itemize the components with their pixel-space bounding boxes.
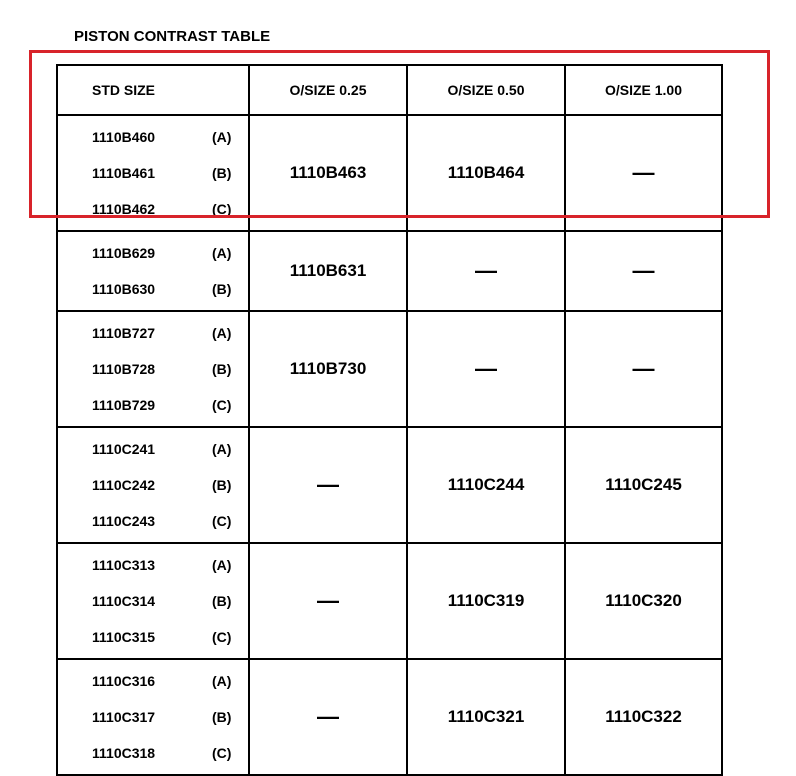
part-number: 1110C313 — [92, 557, 156, 573]
std-size-cell — [57, 231, 249, 311]
header-osize-100: O/SIZE 1.00 — [565, 65, 722, 115]
part-number: 1110C315 — [92, 629, 156, 645]
std-part-line — [58, 583, 248, 619]
grade-label: (B) — [212, 477, 232, 493]
osize-025-cell: — — [249, 659, 407, 775]
grade-label: (B) — [212, 709, 232, 725]
std-part-line — [58, 155, 248, 191]
osize-025-cell: 1110B631 — [249, 231, 407, 311]
header-osize-025: O/SIZE 0.25 — [249, 65, 407, 115]
std-size-cell — [57, 115, 249, 231]
table-row — [57, 543, 722, 659]
osize-100-cell: 1110C320 — [565, 543, 722, 659]
osize-050-cell: — — [407, 311, 565, 427]
grade-label: (A) — [212, 325, 232, 341]
header-osize-050: O/SIZE 0.50 — [407, 65, 565, 115]
std-part-line — [58, 699, 248, 735]
osize-025-cell: 1110B463 — [249, 115, 407, 231]
part-number: 1110C318 — [92, 745, 156, 761]
header-row — [57, 65, 722, 115]
osize-100-cell: — — [565, 311, 722, 427]
std-part-line — [58, 271, 248, 307]
table-row — [57, 231, 722, 311]
part-number: 1110C242 — [92, 477, 156, 493]
grade-label: (B) — [212, 165, 232, 181]
part-number: 1110C316 — [92, 673, 156, 689]
std-part-line — [58, 315, 248, 351]
part-number: 1110C317 — [92, 709, 156, 725]
grade-label: (A) — [212, 245, 232, 261]
grade-label: (A) — [212, 673, 232, 689]
osize-050-cell: 1110C319 — [407, 543, 565, 659]
grade-label: (B) — [212, 593, 232, 609]
std-size-cell — [57, 311, 249, 427]
std-part-line — [58, 191, 248, 227]
table-row — [57, 311, 722, 427]
osize-100-cell: — — [565, 115, 722, 231]
osize-100-cell: 1110C245 — [565, 427, 722, 543]
std-part-line — [58, 351, 248, 387]
osize-025-cell: 1110B730 — [249, 311, 407, 427]
grade-label: (A) — [212, 557, 232, 573]
std-part-line — [58, 735, 248, 771]
part-number: 1110B729 — [92, 397, 156, 413]
part-number: 1110B630 — [92, 281, 156, 297]
grade-label: (A) — [212, 441, 232, 457]
part-number: 1110C241 — [92, 441, 156, 457]
grade-label: (A) — [212, 129, 232, 145]
std-size-cell — [57, 543, 249, 659]
grade-label: (C) — [212, 397, 232, 413]
grade-label: (B) — [212, 281, 232, 297]
osize-025-cell: — — [249, 427, 407, 543]
osize-100-cell: — — [565, 231, 722, 311]
std-part-line — [58, 431, 248, 467]
std-part-line — [58, 119, 248, 155]
osize-100-cell: 1110C322 — [565, 659, 722, 775]
grade-label: (C) — [212, 745, 232, 761]
part-number: 1110B629 — [92, 245, 156, 261]
std-part-line — [58, 547, 248, 583]
piston-contrast-table — [56, 64, 723, 776]
std-part-line — [58, 467, 248, 503]
grade-label: (C) — [212, 201, 232, 217]
table-row — [57, 427, 722, 543]
osize-050-cell: — — [407, 231, 565, 311]
grade-label: (C) — [212, 629, 232, 645]
osize-025-cell: — — [249, 543, 407, 659]
part-number: 1110B728 — [92, 361, 156, 377]
grade-label: (B) — [212, 361, 232, 377]
std-part-line — [58, 387, 248, 423]
osize-050-cell: 1110C321 — [407, 659, 565, 775]
part-number: 1110B462 — [92, 201, 156, 217]
std-size-cell — [57, 427, 249, 543]
osize-050-cell: 1110C244 — [407, 427, 565, 543]
std-size-cell — [57, 659, 249, 775]
table-title: PISTON CONTRAST TABLE — [74, 28, 271, 45]
std-part-line — [58, 663, 248, 699]
part-number: 1110B727 — [92, 325, 156, 341]
osize-050-cell: 1110B464 — [407, 115, 565, 231]
part-number: 1110C243 — [92, 513, 156, 529]
grade-label: (C) — [212, 513, 232, 529]
part-number: 1110B461 — [92, 165, 156, 181]
part-number: 1110C314 — [92, 593, 156, 609]
std-part-line — [58, 503, 248, 539]
part-number: 1110B460 — [92, 129, 156, 145]
header-std-size: STD SIZE — [57, 65, 249, 115]
table-row — [57, 115, 722, 231]
table-row — [57, 659, 722, 775]
std-part-line — [58, 619, 248, 655]
std-part-line — [58, 235, 248, 271]
